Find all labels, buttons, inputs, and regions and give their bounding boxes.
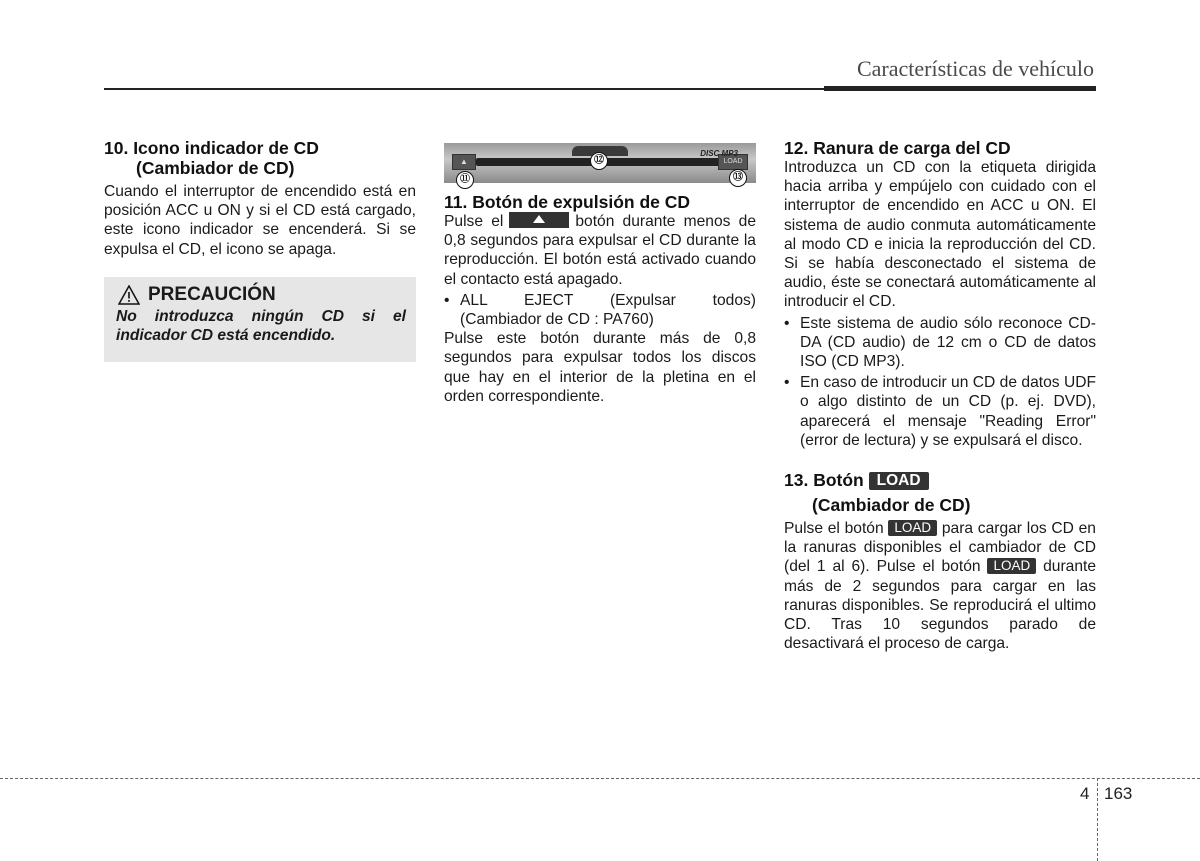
column-3 [784, 138, 1096, 653]
load-button-icon: LOAD [869, 472, 929, 490]
section-11-body: 0,8 segundos para expulsar el CD durante la reproducción. El botón está activado cuando el contacto está apagado. [444, 232, 756, 288]
callout-11: ⑪ [456, 171, 474, 189]
load-button-icon: LOAD [888, 520, 937, 536]
figure-load-button: LOAD [718, 154, 748, 170]
section-10-heading: 10. Icono indicador de CD (Cambiador de CD) [104, 138, 319, 178]
caution-box [104, 277, 416, 362]
eject-button-icon [509, 212, 569, 228]
bullet-all-eject: • ALL EJECT (Expulsar todos) (Cambiador de CD : PA760) [444, 291, 756, 329]
caution-header [118, 285, 406, 305]
footer-divider [1097, 778, 1098, 861]
section-12-heading: 12. Ranura de carga del CD [784, 138, 1011, 158]
caution-text: No introduzca ningún CD si el indicador CD está encendido. [116, 307, 406, 345]
bullet-cd-formats: • Este sistema de audio sólo reconoce CD-DA (CD audio) de 12 cm o CD de datos ISO (CD MP3). [784, 314, 1096, 371]
section-10-body: Cuando el interruptor de encendido está en posición ACC u ON y si el CD está cargado, este icono indicador se encenderá. Si se expulsa el CD, el icono se apaga. [104, 183, 416, 258]
disc-mp3-logo: DISC MP3 [700, 149, 738, 158]
footer-rule [0, 778, 1200, 779]
section-11-heading: 11. Botón de expulsión de CD [444, 192, 691, 212]
column-1 [104, 138, 416, 362]
eject-icon: ▲ [452, 154, 476, 170]
callout-12: ⑫ [590, 152, 608, 170]
page-number: 163 [1104, 784, 1133, 803]
section-13-subheading: (Cambiador de CD) [812, 495, 971, 516]
cd-changer-figure [444, 140, 756, 190]
section-12-body: Introduzca un CD con la etiqueta dirigida hacia arriba y empújelo con cuidado con el interruptor de encendido en ACC u ON. El sistema de audio conmuta automáticamente al modo CD e inicia la reproducción del CD. Si se había desconectado el sistema de audio, éste se conectará automáticamente al introducir el CD. [784, 159, 1096, 311]
bullet-reading-error: • En caso de introducir un CD de datos UDF o algo distinto de un CD (p. ej. DVD), aparecerá el mensaje "Reading Error" (error de lectura) y se expulsará el disco. [784, 374, 1096, 449]
running-header: Características de vehículo [856, 56, 1094, 81]
header-rule-accent [824, 86, 1096, 91]
section-13-body: Pulse el botón LOAD para cargar los CD en la ranuras disponibles el cambiador de CD (del 1 al 6). Pulse el botón LOAD durante más de 2 segundos para cargar en las ranuras disponibles. Se reproducirá el ultimo CD. Tras 10 segundos parado de desactivará el proceso de carga. [784, 520, 1097, 653]
warning-triangle-icon [118, 285, 140, 305]
callout-13: ⑬ [729, 169, 747, 187]
caution-title: PRECAUCIÓN [148, 284, 276, 306]
section-13-heading: 13. Botón LOAD [784, 470, 1096, 490]
load-button-icon: LOAD [987, 558, 1036, 574]
section-11-body-2: Pulse este botón durante más de 0,8 segundos para expulsar todos los discos que hay en el interior de la pletina en el orden correspondiente. [444, 330, 756, 405]
chapter-number: 4 [1080, 784, 1090, 803]
section-11-line1: Pulse el botón durante menos de [444, 213, 756, 230]
column-2 [444, 140, 756, 406]
